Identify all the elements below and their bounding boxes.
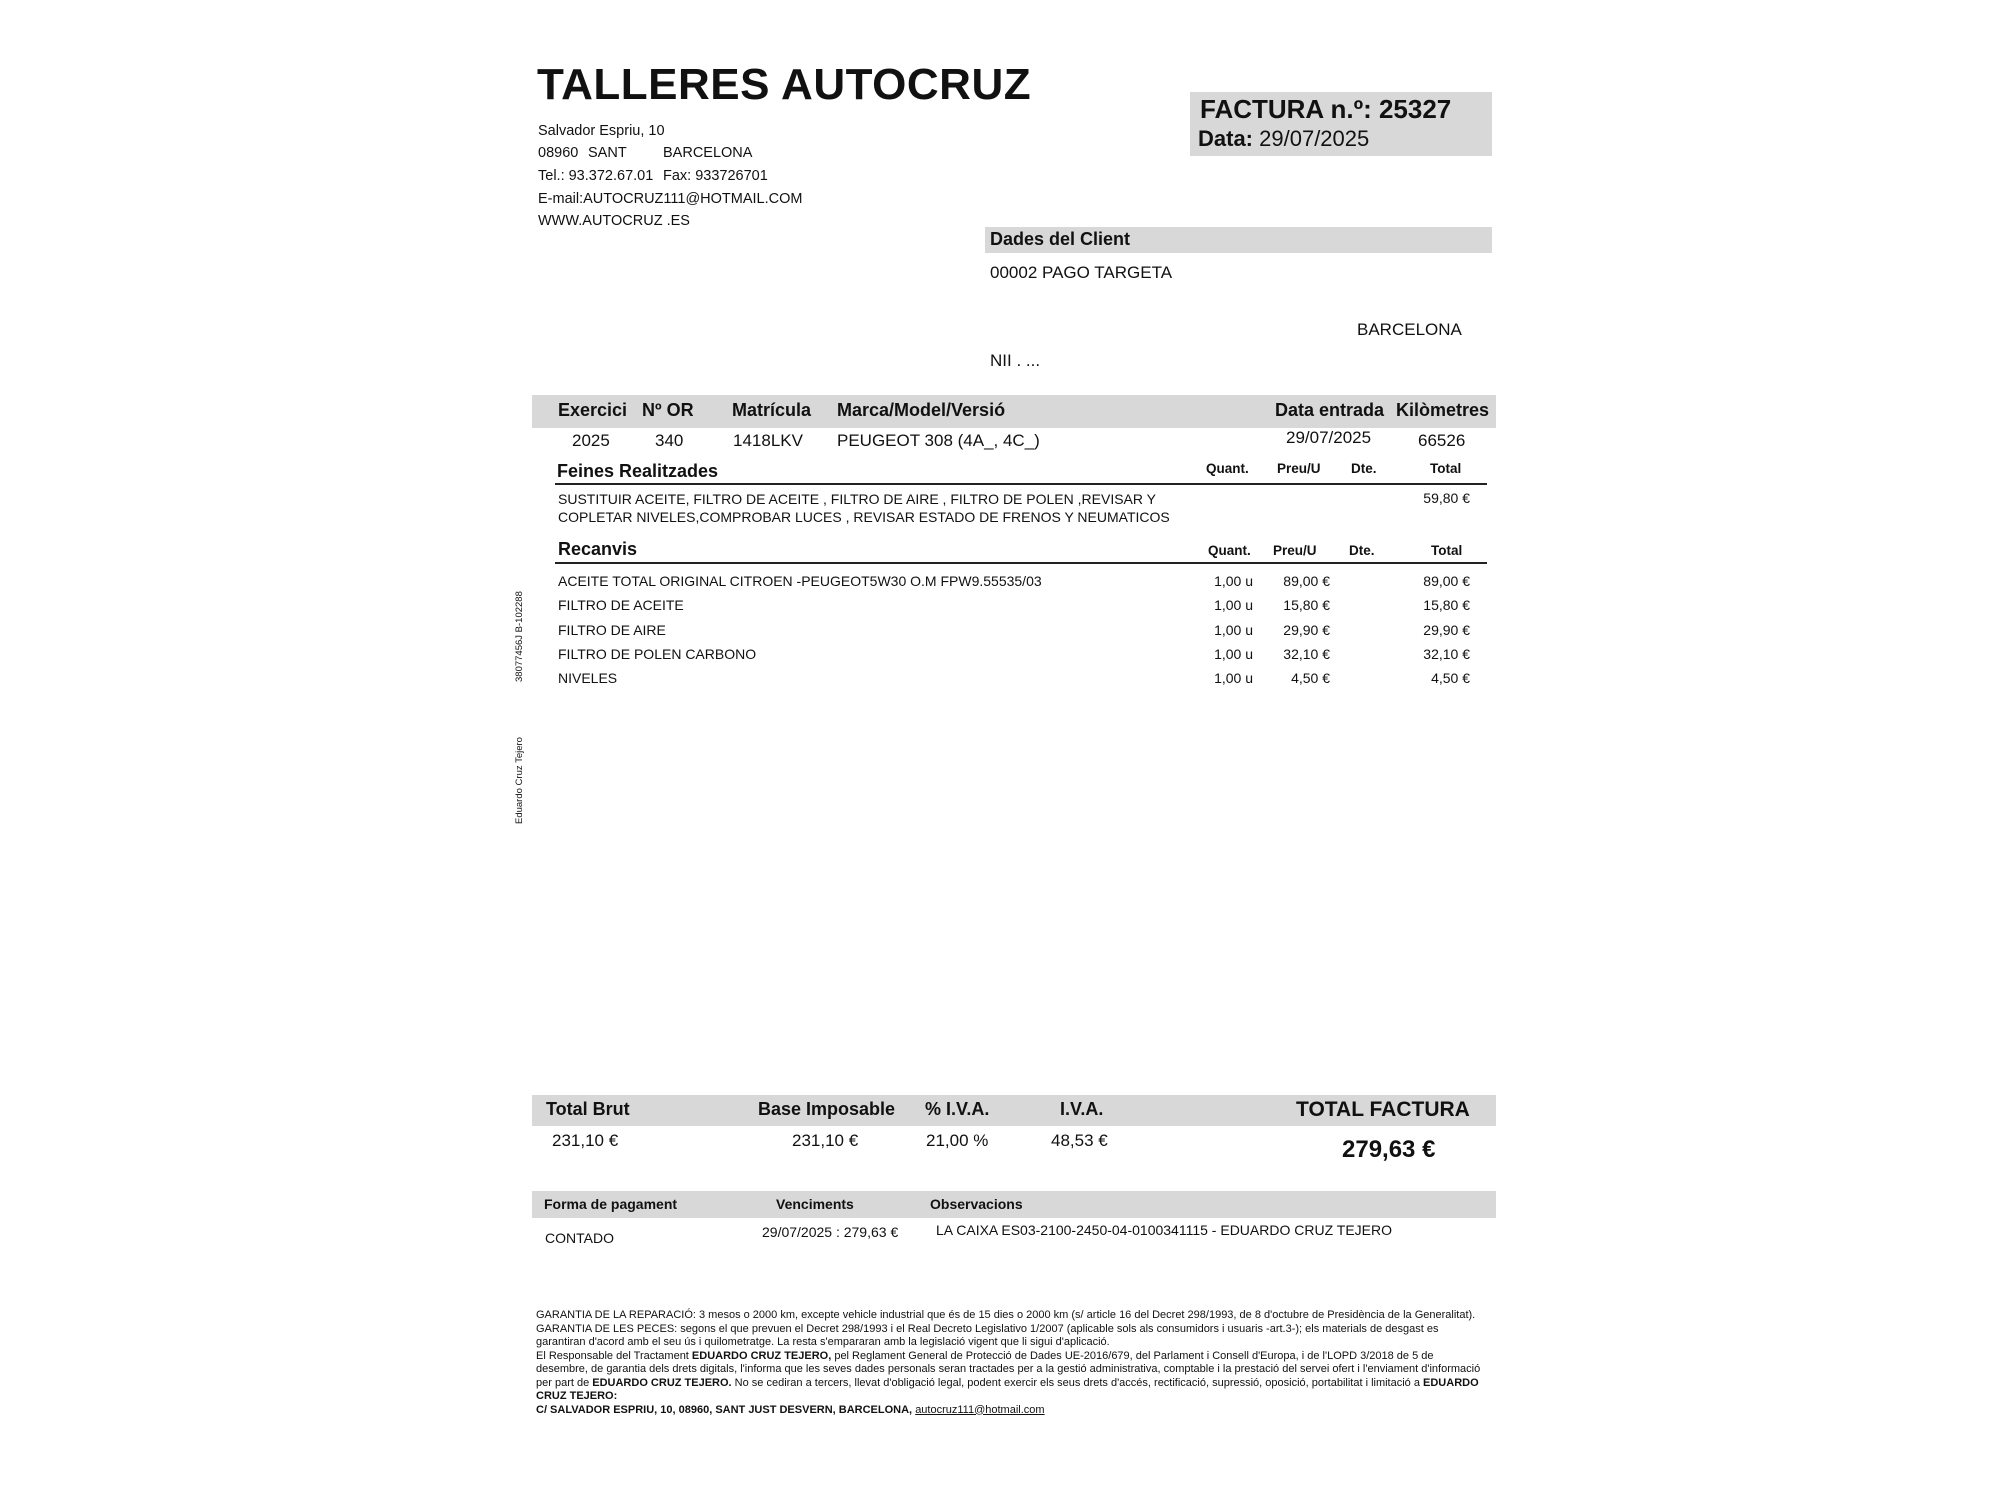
recanvis-item-desc: FILTRO DE POLEN CARBONO: [558, 646, 757, 662]
recanvis-rule: [555, 562, 1487, 564]
client-header: Dades del Client: [990, 229, 1131, 249]
company-town: SANT: [588, 145, 627, 161]
totals-col-total: TOTAL FACTURA: [1296, 1098, 1470, 1121]
feines-total: 59,80 €: [1423, 490, 1470, 506]
feines-description: [558, 490, 1278, 526]
payment-observacions: LA CAIXA ES03-2100-2450-04-0100341115 - EDUARDO CRUZ TEJERO: [936, 1222, 1392, 1238]
col-data-entrada: Data entrada: [1275, 400, 1385, 420]
legal-warranty-parts: GARANTIA DE LES PECES: segons el que prevuen el Decret 298/1993 i el Real Decreto Legislativo 1/2007 (aplicable sols als consumidors i usuaris -art.3-); els materials de desgast es garantiran d'acord amb el seu ús i quilometratge. La resta s'empararan amb la legislació vigent que li sigui d'aplicació.: [536, 1322, 1439, 1348]
feines-col-total: Total: [1430, 461, 1462, 476]
recanvis-item-price: 4,50 €: [1291, 670, 1330, 686]
recanvis-item-qty: 1,00 u: [1214, 597, 1253, 613]
recanvis-item-price: 89,00 €: [1283, 573, 1330, 589]
invoice-number: 25327: [1378, 94, 1452, 124]
recanvis-item-qty: 1,00 u: [1214, 646, 1253, 662]
company-name: TALLERES AUTOCRUZ: [537, 60, 1032, 109]
recanvis-item-desc: ACEITE TOTAL ORIGINAL CITROEN -PEUGEOT5W30 O.M FPW9.55535/03: [558, 573, 1042, 589]
recanvis-item-desc: FILTRO DE AIRE: [558, 622, 666, 638]
legal-warranty-repair: GARANTIA DE LA REPARACIÓ: 3 mesos o 2000 km, excepte vehicle industrial que és de 15 dies o 2000 km (s/ article 16 del Decret 298/1993, de 8 d'octubre de Presidència de la Generalitat).: [536, 1309, 1476, 1321]
invoice-number-line: [1200, 94, 1451, 125]
recanvis-item-total: 15,80 €: [1423, 597, 1470, 613]
vehicle-kilometres: 66526: [1418, 431, 1466, 450]
recanvis-item-total: 29,90 €: [1423, 622, 1470, 638]
payment-col-venciments: Venciments: [776, 1196, 854, 1212]
totals-col-base: Base Imposable: [758, 1099, 896, 1119]
payment-forma: CONTADO: [545, 1230, 614, 1246]
col-exercici: Exercici: [558, 400, 628, 420]
vehicle-header-bar: [532, 395, 1496, 428]
recanvis-col-preu: Preu/U: [1273, 543, 1317, 558]
company-fax: Fax: 933726701: [663, 168, 768, 184]
invoice-date: 29/07/2025: [1259, 126, 1370, 151]
recanvis-item-qty: 1,00 u: [1214, 670, 1253, 686]
totals-col-pct-iva: % I.V.A.: [925, 1099, 990, 1119]
total-factura: 279,63 €: [1342, 1136, 1436, 1163]
feines-line-2: COPLETAR NIVELES,COMPROBAR LUCES , REVISAR ESTADO DE FRENOS Y NEUMATICOS: [558, 509, 1170, 525]
payment-venciments: 29/07/2025 : 279,63 €: [762, 1224, 899, 1240]
company-tel: Tel.: 93.372.67.01: [538, 168, 654, 184]
company-city: BARCELONA: [663, 145, 753, 161]
iva-amount: 48,53 €: [1051, 1131, 1108, 1150]
recanvis-item-desc: NIVELES: [558, 670, 618, 686]
invoice-number-label: FACTURA n.º:: [1200, 94, 1372, 124]
vehicle-exercici: 2025: [572, 431, 610, 450]
company-address: Salvador Espriu, 10: [538, 123, 665, 139]
total-brut: 231,10 €: [552, 1131, 619, 1150]
recanvis-item-price: 32,10 €: [1283, 646, 1330, 662]
client-nif: NII . ...: [990, 351, 1041, 370]
feines-col-dte: Dte.: [1351, 461, 1377, 476]
vehicle-marca: PEUGEOT 308 (4A_, 4C_): [837, 431, 1040, 450]
invoice-box: [1190, 92, 1492, 156]
company-web: WWW.AUTOCRUZ .ES: [538, 213, 690, 229]
payment-col-observacions: Observacions: [930, 1196, 1023, 1212]
company-postal: 08960: [538, 145, 579, 161]
vehicle-n-or: 340: [655, 431, 684, 450]
feines-col-quant: Quant.: [1206, 461, 1249, 476]
pct-iva: 21,00 %: [926, 1131, 989, 1150]
side-tax-id: 38077456J B-102288: [514, 591, 525, 682]
client-name: 00002 PAGO TARGETA: [990, 263, 1173, 282]
recanvis-title: Recanvis: [558, 539, 638, 559]
feines-title: Feines Realitzades: [557, 461, 719, 481]
col-matricula: Matrícula: [732, 400, 812, 420]
totals-col-brut: Total Brut: [546, 1099, 630, 1119]
vehicle-matricula: 1418LKV: [733, 431, 803, 450]
totals-col-iva: I.V.A.: [1060, 1099, 1104, 1119]
invoice-date-label: Data:: [1198, 126, 1254, 151]
legal-address: C/ SALVADOR ESPRIU, 10, 08960, SANT JUST DESVERN, BARCELONA, autocruz111@hotmail.com: [536, 1403, 1045, 1416]
recanvis-item-total: 4,50 €: [1431, 670, 1470, 686]
col-marca: Marca/Model/Versió: [837, 400, 1006, 420]
base-imposable: 231,10 €: [792, 1131, 859, 1150]
feines-line-1: SUSTITUIR ACEITE, FILTRO DE ACEITE , FILTRO DE AIRE , FILTRO DE POLEN ,REVISAR Y: [558, 491, 1156, 507]
vehicle-data-entrada: 29/07/2025: [1286, 428, 1372, 447]
legal-privacy: El Responsable del Tractament EDUARDO CRUZ TEJERO, pel Reglament General de Protecció de Dades UE-2016/679, del Parlament i Consell d'Europa, i de l'LOPD 3/2018 de 5 de desembre, de garantia dels drets digitals, l'informa que les seves dades personals seran tractades per a la gestió administrativa, comptable i la prestació del servei ofert i l'enviament d'informació per part de EDUARDO CRUZ TEJERO. No se cediran a tercers, llevat d'obligació legal, podent exercir els seus drets d'accés, rectificació, supressió, oposició, portabilitat i limitació a EDUARDO CRUZ TEJERO:: [536, 1349, 1481, 1402]
company-email: E-mail:AUTOCRUZ111@HOTMAIL.COM: [538, 191, 803, 207]
recanvis-col-total: Total: [1431, 543, 1463, 558]
recanvis-item-desc: FILTRO DE ACEITE: [558, 597, 684, 613]
feines-col-preu: Preu/U: [1277, 461, 1321, 476]
recanvis-item-price: 29,90 €: [1283, 622, 1330, 638]
totals-header-bar: [532, 1095, 1496, 1126]
recanvis-col-quant: Quant.: [1208, 543, 1251, 558]
invoice-date-line: [1198, 126, 1369, 152]
col-kilometres: Kilòmetres: [1396, 400, 1490, 420]
side-owner-name: Eduardo Cruz Tejero: [514, 737, 525, 824]
legal-email-link[interactable]: autocruz111@hotmail.com: [915, 1403, 1045, 1416]
col-n-or: Nº OR: [642, 400, 694, 420]
recanvis-item-qty: 1,00 u: [1214, 622, 1253, 638]
feines-rule: [555, 483, 1487, 485]
recanvis-item-price: 15,80 €: [1283, 597, 1330, 613]
recanvis-item-total: 89,00 €: [1423, 573, 1470, 589]
payment-header-bar: [532, 1191, 1496, 1218]
recanvis-item-qty: 1,00 u: [1214, 573, 1253, 589]
payment-col-forma: Forma de pagament: [544, 1196, 678, 1212]
client-header-bar: [985, 227, 1492, 253]
recanvis-item-total: 32,10 €: [1423, 646, 1470, 662]
legal-footer: [536, 1309, 1484, 1417]
recanvis-col-dte: Dte.: [1349, 543, 1375, 558]
client-city: BARCELONA: [1357, 320, 1462, 339]
